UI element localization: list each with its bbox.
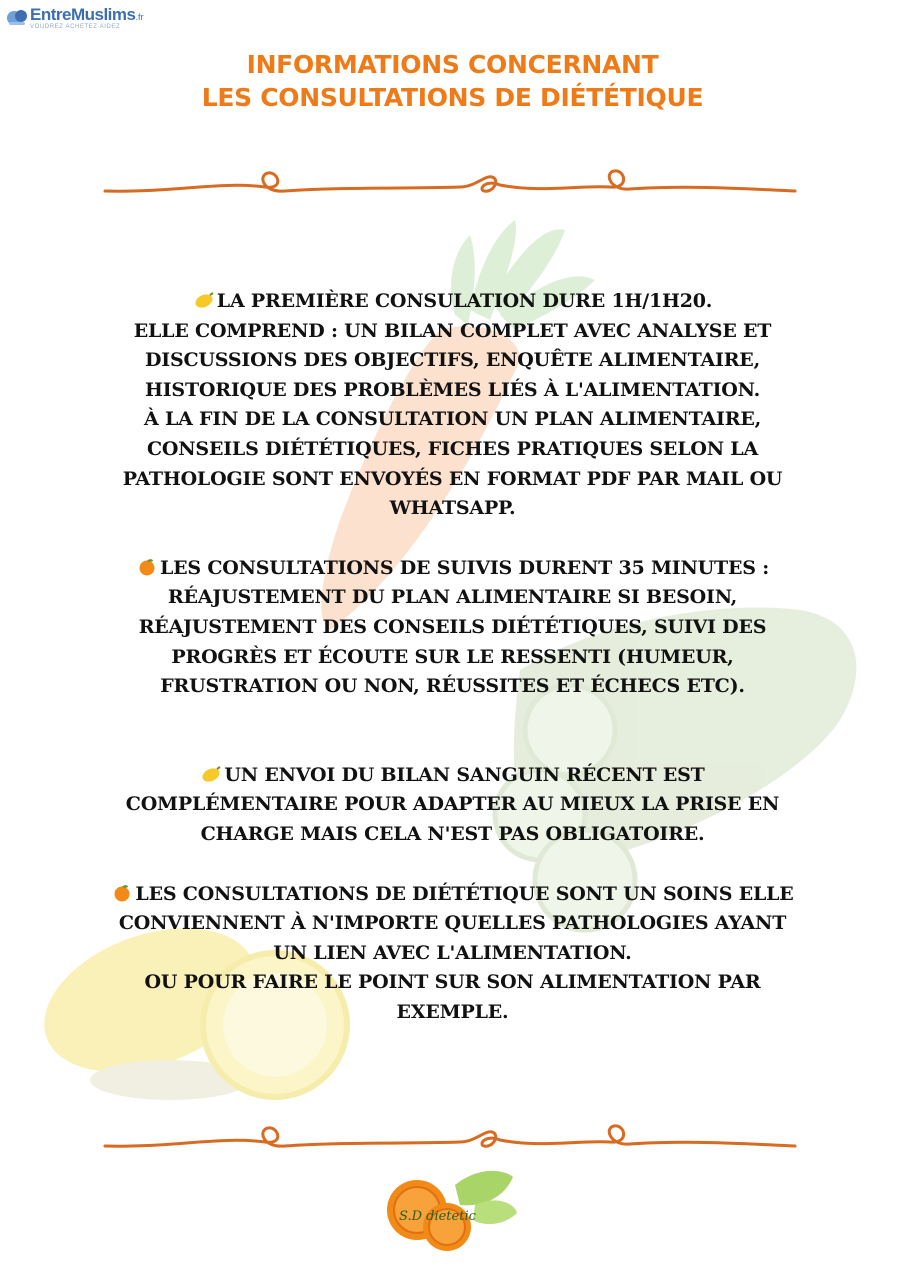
paragraph-line: FRUSTRATION OU NON, RÉUSSITES ET ÉCHECS ETC). [160,675,745,698]
paragraph-line: RÉAJUSTEMENT DU PLAN ALIMENTAIRE SI BESOIN, [167,586,738,609]
paragraph-line: LES CONSULTATIONS DE SUIVIS DURENT 35 MINUTES : [40,554,865,584]
watermark-brand: EntreMuslims [30,5,136,24]
swirl-divider-bottom [100,1118,800,1168]
paragraph-line: PROGRÈS ET ÉCOUTE SUR LE RESSENTI (HUMEUR, [171,645,734,668]
watermark-logo [6,6,143,30]
paragraph-blood-test [40,761,865,850]
orange-icon [136,558,158,576]
lemon-icon [200,765,222,783]
watermark-slogan: VOUDREZ ACHETEZ AIDEZ [30,24,121,30]
content-body [40,287,865,1027]
paragraph-line: UN ENVOI DU BILAN SANGUIN RÉCENT EST [40,761,865,791]
paragraph-line: COMPLÉMENTAIRE POUR ADAPTER AU MIEUX LA PRISE EN [125,793,780,816]
title-line-1: INFORMATIONS CONCERNANT [246,50,659,79]
watermark-icon [6,6,28,28]
paragraph-line: RÉAJUSTEMENT DES CONSEILS DIÉTÉTIQUES, SUIVI DES [138,615,767,638]
lemon-icon [193,291,215,309]
orange-icon [111,884,133,902]
paragraph-line: HISTORIQUE DES PROBLÈMES LIÉS À L'ALIMENTATION. [144,378,761,401]
sd-dietetic-logo [385,1165,520,1255]
paragraph-line: PATHOLOGIE SONT ENVOYÉS EN FORMAT PDF PAR MAIL OU [122,467,783,490]
paragraph-line: À LA FIN DE LA CONSULTATION UN PLAN ALIMENTAIRE, [143,408,762,431]
paragraph-line: LES CONSULTATIONS DE DIÉTÉTIQUE SONT UN SOINS ELLE [40,880,865,910]
watermark-tld: .fr [135,12,144,22]
title-line-2: LES CONSULTATIONS DE DIÉTÉTIQUE [201,83,704,112]
paragraph-line: ELLE COMPREND : UN BILAN COMPLET AVEC ANALYSE ET [133,319,772,342]
paragraph-line: DISCUSSIONS DES OBJECTIFS, ENQUÊTE ALIMENTAIRE, [144,349,760,372]
paragraph-line: LA PREMIÈRE CONSULATION DURE 1H/1H20. [40,287,865,317]
page-title [0,48,905,114]
paragraph-line: UN LIEN AVEC L'ALIMENTATION. [273,941,632,964]
paragraph-follow-up [40,554,865,702]
paragraph-line: EXEMPLE. [396,1000,509,1023]
paragraph-line: CONSEILS DIÉTÉTIQUES, FICHES PRATIQUES SELON LA [146,437,758,460]
logo-text: S.D dietetic [399,1209,476,1224]
paragraph-line: CONVIENNENT À N'IMPORTE QUELLES PATHOLOGIES AYANT [118,912,787,935]
paragraph-line: CHARGE MAIS CELA N'EST PAS OBLIGATOIRE. [200,822,705,845]
paragraph-line: OU POUR FAIRE LE POINT SUR SON ALIMENTATION PAR [144,971,761,994]
paragraph-line: WHATSAPP. [389,497,516,520]
paragraph-pathologies [40,880,865,1028]
paragraph-first-consultation [40,287,865,524]
